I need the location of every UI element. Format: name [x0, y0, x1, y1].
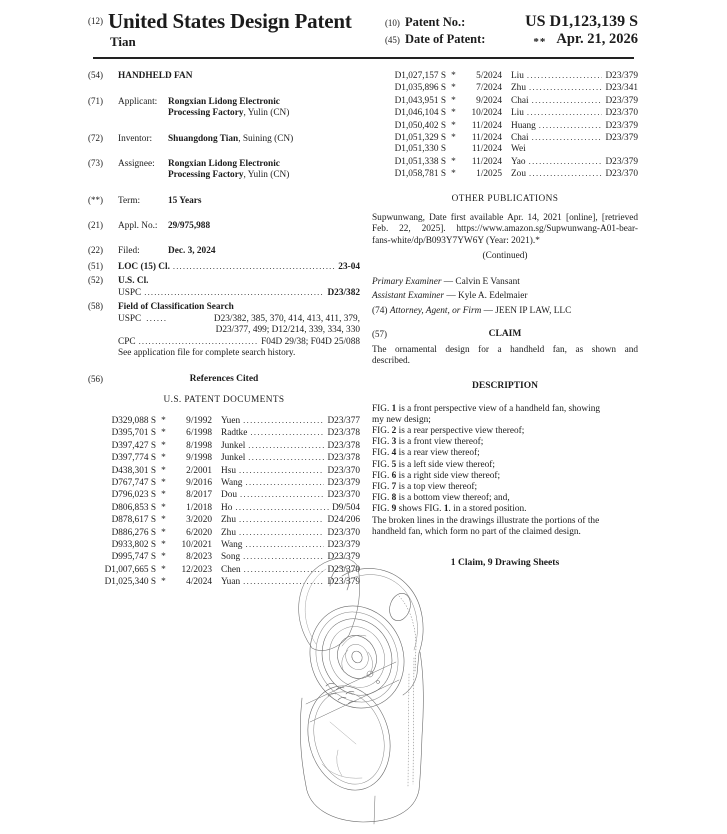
examiners-block — [372, 276, 638, 303]
inventor-location: , Suining (CN) — [238, 134, 294, 144]
filed-label: Filed: — [118, 246, 140, 256]
claim-heading: CLAIM — [488, 328, 522, 339]
search-uspc-classes-2: D23/377, 499; D12/214, 339, 334, 330 — [215, 325, 360, 335]
table-row: D1,046,104 S * 10/2024 Liu ..... D23/370 — [384, 107, 638, 119]
header-divider — [93, 57, 634, 59]
table-row: D933,802 S * 10/2021 Wang ..... D23/379 — [94, 539, 360, 551]
table-row: D1,051,329 S * 11/2024 Chai ..... D23/379 — [384, 132, 638, 144]
field-number-57: (57) — [372, 328, 387, 339]
inventor-surname: Tian — [110, 34, 136, 49]
figure-description-line: FIG. 9 shows FIG. 1. in a stored position. — [372, 504, 527, 515]
section-56-references — [88, 374, 360, 385]
attorney-line — [372, 305, 638, 319]
publication-text-line: Supwunwang, Date first available Apr. 14, 2021 [online], [retrieved — [372, 212, 638, 223]
field-number: (73) — [88, 158, 103, 168]
table-row: D995,747 S * 8/2023 Song ..... D23/379 — [94, 551, 360, 563]
field-number: (72) — [88, 133, 103, 143]
field-number-10: (10) — [384, 18, 400, 28]
other-publications-text — [372, 213, 638, 248]
applicant-name-line1: Rongxian Lidong Electronic — [168, 97, 280, 107]
search-uspc-line1 — [88, 313, 360, 325]
us-patent-documents-table-right — [372, 70, 638, 181]
uspc-label: USPC — [118, 314, 142, 324]
term-value: 15 Years — [168, 196, 202, 206]
term-extension-stars: ** — [533, 36, 547, 48]
appl-no-value: 29/975,988 — [168, 221, 211, 231]
dot-leader — [173, 261, 335, 273]
claim-text-line: The ornamental design for a handheld fan, as shown and — [372, 344, 638, 355]
table-row: D886,276 S * 6/2020 Zhu ..... D23/370 — [94, 527, 360, 539]
table-row: D806,853 S * 1/2018 Ho ..... D9/504 — [94, 502, 360, 514]
continued-note: (Continued) — [482, 251, 528, 262]
table-row: D1,025,340 S * 4/2024 Yuan ..... D23/379 — [94, 576, 360, 588]
examiner-line: Assistant Examiner — Kyle A. Edelmaier — [372, 290, 528, 301]
table-row: D796,023 S * 8/2017 Dou ..... D23/370 — [94, 489, 360, 501]
search-uspc-line2 — [88, 325, 360, 336]
claim-text — [372, 345, 638, 368]
section-71-applicant — [88, 96, 360, 119]
figure-description-line: FIG. 6 is a right side view thereof; — [372, 470, 501, 481]
table-row: D1,050,402 S * 11/2024 Huang ..... D23/379 — [384, 120, 638, 132]
table-row: D1,051,338 S * 11/2024 Yao ..... D23/379 — [384, 156, 638, 168]
field-number: (58) — [88, 301, 103, 311]
cpc-label: CPC — [118, 337, 136, 347]
examiner-line: Primary Examiner — Calvin E Vansant — [372, 277, 520, 288]
table-row: D767,747 S * 9/2016 Wang ..... D23/379 — [94, 477, 360, 489]
applicant-label: Applicant: — [118, 97, 158, 107]
figure-description-line: FIG. 4 is a rear view thereof; — [372, 448, 480, 459]
section-term — [88, 195, 360, 207]
term-label: Term: — [118, 196, 141, 206]
search-uspc-classes-1: D23/382, 385, 370, 414, 413, 411, 379, — [213, 314, 360, 324]
figure-description-line: FIG. 7 is a top view thereof; — [372, 482, 478, 493]
search-cpc-line — [88, 336, 360, 348]
inventor-name: Shuangdong Tian — [168, 134, 239, 144]
field-number-74: (74) — [372, 306, 388, 317]
date-of-patent-label: Date of Patent: — [404, 32, 486, 46]
header — [88, 10, 638, 50]
field-number-12: (12) — [88, 16, 103, 26]
field-number: (54) — [88, 70, 103, 80]
figure-description-line: FIG. 1 is a front perspective view of a handheld fan, showing — [372, 403, 600, 414]
assignee-label: Assignee: — [118, 159, 155, 169]
us-patent-documents-heading: U.S. PATENT DOCUMENTS — [163, 395, 285, 405]
section-72-inventor — [88, 133, 360, 145]
figure-descriptions — [372, 404, 638, 538]
publication-text-line: fans-white/dp/B093Y7YW6Y (Year: 2021).* — [372, 235, 540, 246]
figure-description-line: FIG. 5 is a left side view thereof; — [372, 459, 495, 470]
applicant-name-line2: Processing Factory — [168, 108, 244, 118]
table-row: D397,774 S * 9/1998 Junkel ..... D23/378 — [94, 452, 360, 464]
page-title: United States Design Patent — [108, 9, 352, 33]
patent-no-value: US D1,123,139 S — [525, 13, 638, 30]
header-right — [385, 10, 638, 50]
table-row: D438,301 S * 2/2001 Hsu ..... D23/370 — [94, 465, 360, 477]
invention-title: HANDHELD FAN — [118, 71, 193, 81]
field-number: (56) — [88, 374, 103, 384]
figure-description-line: FIG. 2 is a rear perspective view thereof; — [372, 426, 525, 437]
table-row: D1,027,157 S * 5/2024 Liu ..... D23/379 — [384, 70, 638, 82]
references-cited-heading: References Cited — [189, 374, 259, 384]
search-note — [88, 348, 360, 359]
attorney-name: JEEN IP LAW, LLC — [495, 306, 572, 317]
figure-description-line: FIG. 8 is a bottom view thereof; and, — [372, 493, 510, 504]
assignee-name-line2: Processing Factory — [168, 170, 244, 180]
table-row: D1,051,330 S 11/2024 Wei — [394, 144, 526, 155]
table-row: D1,058,781 S * 1/2025 Zou ..... D23/370 — [384, 168, 638, 180]
section-58-search — [88, 301, 360, 313]
section-54-title — [88, 70, 360, 82]
other-publications-heading: OTHER PUBLICATIONS — [451, 193, 559, 204]
inventor-value — [168, 134, 360, 145]
patent-date-row — [385, 31, 638, 48]
section-51-loc-class — [88, 261, 360, 273]
cpc-value: F04D 29/38; F04D 25/088 — [261, 337, 360, 347]
date-of-patent-value: Apr. 21, 2026 — [556, 31, 638, 47]
figure-description-line: The broken lines in the drawings illustrate the portions of the — [372, 515, 600, 526]
loc-class-value: 23-04 — [338, 262, 360, 272]
section-73-assignee — [88, 158, 360, 181]
patent-no-label: Patent No.: — [404, 15, 466, 29]
field-number: (71) — [88, 96, 103, 106]
dot-leader: ...... — [146, 313, 168, 323]
appl-no-label: Appl. No.: — [118, 221, 158, 231]
filed-date-value: Dec. 3, 2024 — [168, 246, 216, 256]
uspc-label: USPC — [118, 288, 142, 298]
table-row: D329,088 S * 9/1992 Yuen ..... D23/377 — [94, 415, 360, 427]
loc-class-label: LOC (15) Cl. — [118, 262, 170, 272]
table-row: D878,617 S * 3/2020 Zhu ..... D24/206 — [94, 514, 360, 526]
figure-description-line: FIG. 3 is a front view thereof; — [372, 437, 484, 448]
patent-number-row — [385, 14, 638, 31]
publication-text-line: Feb. 22, 2025]. https://www.amazon.sg/Supwunwang-A01-bear- — [372, 224, 638, 235]
table-row: D1,043,951 S * 9/2024 Chai ..... D23/379 — [384, 95, 638, 107]
claim-text-line: described. — [372, 356, 410, 367]
field-number: (51) — [88, 261, 103, 271]
field-number-45: (45) — [384, 35, 400, 45]
section-21-appl-no — [88, 220, 360, 232]
dot-leader — [144, 287, 324, 299]
attorney-label: Attorney, Agent, or Firm — [389, 306, 482, 317]
uspc-line — [88, 287, 360, 299]
applicant-value — [168, 97, 360, 119]
assignee-location: , Yulin (CN) — [243, 170, 290, 180]
left-column — [88, 66, 360, 589]
handheld-fan-figure-drawing — [278, 554, 446, 834]
claims-sheets-summary: 1 Claim, 9 Drawing Sheets — [450, 557, 560, 569]
figure-description-line: my new design; — [372, 414, 431, 425]
applicant-location: , Yulin (CN) — [243, 108, 290, 118]
field-number: (52) — [88, 275, 103, 285]
description-heading: DESCRIPTION — [472, 380, 538, 391]
table-row: D397,427 S * 8/1998 Junkel ..... D23/378 — [94, 440, 360, 452]
assignee-value — [168, 159, 360, 181]
section-22-filed — [88, 245, 360, 257]
field-number: (**) — [88, 195, 103, 205]
dot-leader — [139, 336, 259, 348]
section-52-us-class — [88, 275, 360, 287]
table-row: D395,701 S * 6/1998 Radtke ..... D23/378 — [94, 427, 360, 439]
assignee-name-line1: Rongxian Lidong Electronic — [168, 159, 280, 169]
right-column — [372, 66, 638, 568]
uspc-value: D23/382 — [327, 288, 360, 298]
table-row: D1,007,665 S * 12/2023 Chen ..... D23/370 — [94, 564, 360, 576]
search-history-note: See application file for complete search history. — [118, 348, 296, 358]
em-dash: — — [481, 306, 496, 317]
field-number: (22) — [88, 245, 103, 255]
search-field-title: Field of Classification Search — [118, 302, 234, 312]
figure-description-line: handheld fan, which form no part of the claimed design. — [372, 526, 581, 537]
header-left — [88, 10, 377, 50]
table-row: D1,035,896 S * 7/2024 Zhu ..... D23/341 — [384, 82, 638, 94]
section-57-claim — [372, 329, 638, 340]
us-class-label: U.S. Cl. — [118, 276, 149, 286]
inventor-label: Inventor: — [118, 134, 153, 144]
field-number: (21) — [88, 220, 103, 230]
